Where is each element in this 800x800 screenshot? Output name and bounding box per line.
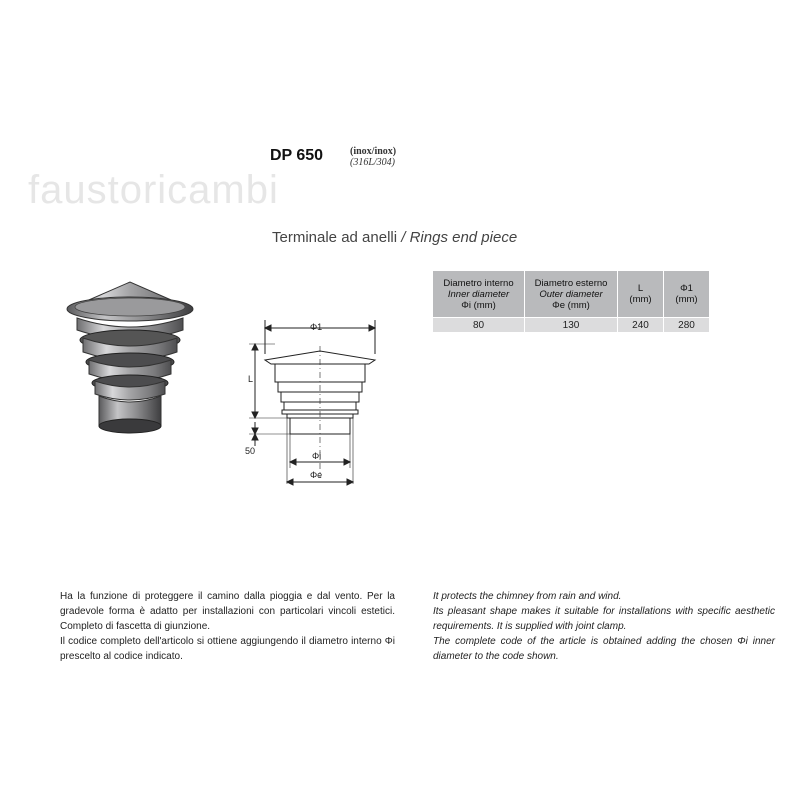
dim-label-phi1: Φ1: [310, 322, 323, 332]
header-outer-diameter: [525, 271, 618, 318]
watermark: faustoricambi: [28, 168, 279, 212]
dim-label-phie: Φe: [310, 470, 323, 480]
title-italian: Terminale ad anelli: [272, 229, 398, 246]
specs-table: [432, 270, 710, 333]
cell-phi1: 280: [664, 318, 710, 333]
dim-label-phii: Φi: [312, 451, 322, 461]
description-english: [433, 589, 775, 664]
header-text: Φ1: [680, 283, 693, 294]
header-unit: (mm): [629, 294, 652, 305]
title-english: Rings end piece: [409, 229, 518, 246]
description-paragraph: It protects the chimney from rain and wind.: [433, 591, 622, 602]
title-separator: /: [401, 229, 406, 246]
header-text-en: Inner diameter: [447, 288, 510, 300]
header-unit: Φi (mm): [461, 299, 496, 311]
technical-drawing: [235, 318, 405, 488]
cell-inner-diameter: 80: [433, 318, 525, 333]
header-inner-diameter: [433, 271, 525, 318]
description-italian: [60, 589, 395, 664]
material-spec: [350, 146, 396, 168]
material-line-2: (316L/304): [350, 157, 395, 168]
cell-outer-diameter: 130: [525, 318, 618, 333]
dim-label-50: 50: [245, 446, 256, 456]
description-paragraph: Ha la funzione di proteggere il camino dalla pioggia e dal vento. Per la gradevole forma è adatto per installazioni con particolari vincoli estetici. Completo di fascetta di giunzione.: [60, 591, 395, 632]
header-text-en: Outer diameter: [539, 288, 603, 300]
header-text: L: [637, 283, 644, 294]
product-illustration: [55, 278, 205, 438]
product-title: [272, 229, 517, 246]
description-paragraph: Its pleasant shape makes it suitable for installations with specific aesthetic requirements. It is supplied with joint clamp.: [433, 606, 775, 632]
dim-label-L: L: [248, 374, 254, 384]
description-paragraph: The complete code of the article is obtained adding the chosen Φi inner diameter to the code shown.: [433, 636, 775, 662]
header-phi1: [664, 271, 710, 318]
product-code: DP 650: [270, 147, 324, 164]
header-text: Diametro interno: [443, 277, 514, 289]
description-paragraph: Il codice completo dell'articolo si ottiene aggiungendo il diametro interno Φi prescelto al codice indicato.: [60, 636, 395, 662]
material-line-1: (inox/inox): [350, 146, 397, 157]
header-text: Diametro esterno: [534, 277, 608, 289]
specs-header-row: [433, 271, 710, 318]
header-unit: Φe (mm): [552, 299, 590, 311]
cell-length: 240: [618, 318, 664, 333]
header-unit: (mm): [675, 294, 698, 305]
table-row: [433, 318, 710, 333]
header-length: [618, 271, 664, 318]
